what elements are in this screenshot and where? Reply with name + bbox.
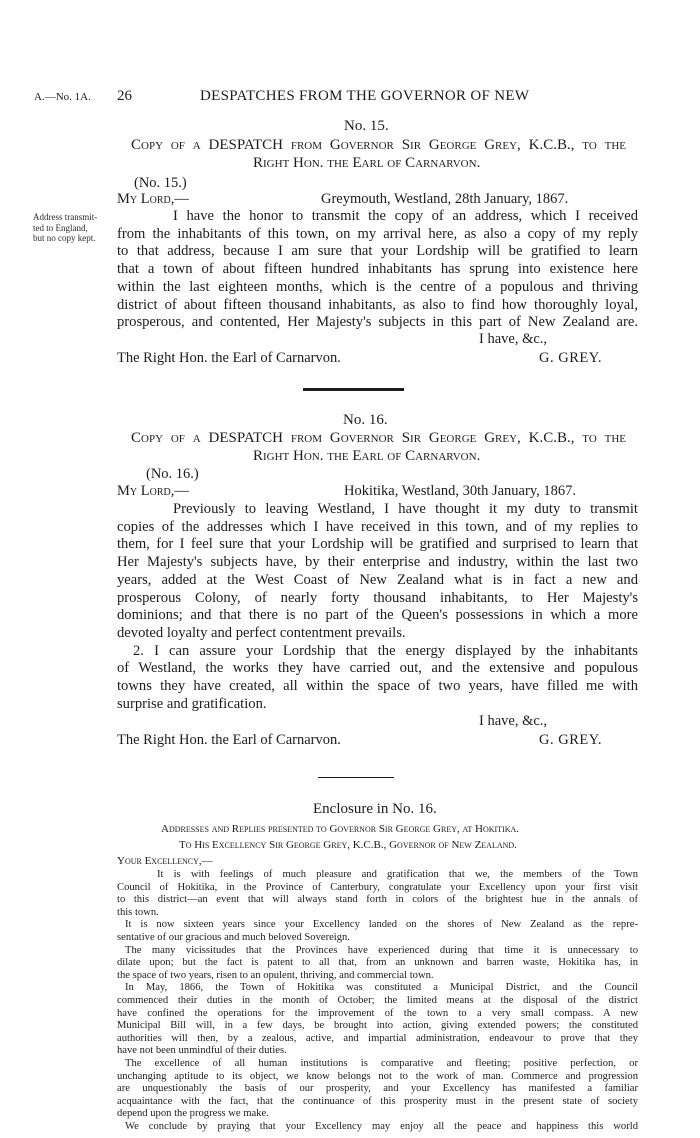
paragraph-line: I have the honor to transmit the copy of an address, which I received (173, 208, 638, 224)
despatch-16-recipient: Right Hon. the Earl of Carnarvon. (253, 448, 481, 464)
paragraph-line: dominions; and that there is no part of the Queen's possessions in which a more (117, 607, 638, 624)
paragraph-line: unchanging aptitude to its object, we know belongs not to the work of man. Commerce and progression (117, 1070, 638, 1082)
paragraph-line: within the last eighteen months, which is the centre of a populous and thriving (117, 278, 638, 295)
paragraph-line: district of about fifteen thousand inhabitants, as also to find how thoroughly loyal, (117, 296, 638, 313)
paragraph-line: to this district—an event that will always stand forth in colors of the brightest hue in the annals of (117, 894, 638, 906)
running-title: DESPATCHES FROM THE GOVERNOR OF NEW (200, 88, 530, 104)
paragraph-line: surprise and gratification. (117, 695, 267, 712)
despatch-15-body (117, 208, 638, 332)
despatch-16-addressee: The Right Hon. the Earl of Carnarvon. (117, 732, 341, 748)
paragraph-line: years, added at the West Coast of New Zealand what is in fact a new and (117, 571, 638, 588)
paragraph-line: that a town of about fifteen hundred inhabitants has sprung into existence here (117, 261, 638, 278)
paragraph-line: have confined the operations for the improvement of the town to a very small compass. A new (117, 1007, 638, 1019)
paragraph-line: prosperous, and contented, Her Majesty's subjects in this part of New Zealand are. (117, 314, 638, 331)
paragraph-line: towns they have created, all within the space of two years, have filled me with (117, 678, 638, 695)
despatch-16-signature: G. GREY. (539, 732, 602, 748)
despatch-16-salutation: My Lord,— (117, 483, 189, 499)
paragraph-line: The many vicissitudes that the Provinces have experienced during that time it is unnecessary to (125, 944, 638, 956)
paragraph-line: authorities will then, by a zealous, active, and impartial administration, endeavour to prove that they (117, 1032, 638, 1044)
paragraph-line: sentative of our gracious and much beloved Sovereign. (117, 931, 350, 943)
paragraph-line: them, for I feel sure that your Lordship will be gratified and surprised to learn that (117, 536, 638, 553)
enclosure-address-line: To His Excellency Sir George Grey, K.C.B., Governor of New Zealand. (179, 839, 517, 851)
page-number: 26 (117, 88, 132, 104)
paragraph-line: of Westland, the works they have carried out, and the extensive and populous (117, 660, 638, 677)
despatch-15-addressee: The Right Hon. the Earl of Carnarvon. (117, 350, 341, 366)
paragraph-line: prosperous Colony, of nearly forty thousand inhabitants, to Her Majesty's (117, 589, 638, 606)
despatch-15-place-date: Greymouth, Westland, 28th January, 1867. (321, 191, 569, 207)
despatch-16-place-date: Hokitika, Westland, 30th January, 1867. (344, 483, 577, 499)
paragraph-line: In May, 1866, the Town of Hokitika was constituted a Municipal District, and the Council (125, 982, 638, 994)
paragraph-line: from the inhabitants of this town, on my arrival here, as also a copy of my reply (117, 225, 638, 242)
despatch-16-copy-line: Copy of a DESPATCH from Governor Sir George Grey, K.C.B., to the (131, 430, 626, 446)
paragraph-line: commenced their duties in the month of October; the limited means at the disposal of the district (117, 994, 638, 1006)
despatch-15-closing: I have, &c., (479, 331, 548, 347)
despatch-15-no: (No. 15.) (134, 175, 187, 191)
enclosure-subtitle: Addresses and Replies presented to Governor Sir George Grey, at Hokitika. (161, 823, 520, 835)
enclosure-body (117, 869, 638, 1133)
section-divider (303, 388, 404, 391)
margin-note-line: ted to England, (33, 222, 88, 233)
paragraph-line: to that address, because I am sure that your Lordship will be gratified to learn (117, 243, 638, 260)
enclosure-salutation: Your Excellency,— (117, 855, 213, 867)
despatch-15-recipient: Right Hon. the Earl of Carnarvon. (253, 155, 481, 171)
paragraph-line: this town. (117, 906, 159, 918)
paragraph-line: are unquestionably the basis of our prosperity, and your Excellency has manifested a familiar (117, 1083, 638, 1095)
paragraph-line: Her Majesty's subjects have, by their enterprise and industry, within the last two (117, 554, 638, 571)
despatch-16-number: No. 16. (343, 412, 388, 428)
paragraph-line: Previously to leaving Westland, I have thought it my duty to transmit (173, 501, 638, 517)
despatch-15-margin-note (33, 212, 97, 244)
paragraph-line: 2. I can assure your Lordship that the energy displayed by the inhabitants (133, 642, 638, 659)
paragraph-line: The excellence of all human institutions is comparative and fleeting; positive perfection, or (125, 1057, 638, 1069)
despatch-16-no: (No. 16.) (146, 466, 199, 482)
paragraph-line: It is now sixteen years since your Excellency landed on the shores of New Zealand as the repre- (125, 919, 638, 931)
paragraph-line: Municipal Bill will, in a few days, be brought into action, giving extended powers; the constituted (117, 1020, 638, 1032)
paragraph-line: copies of the addresses which I have received in this town, and of my replies to (117, 518, 638, 535)
despatch-15-number: No. 15. (344, 118, 389, 134)
enclosure-title: Enclosure in No. 16. (313, 801, 437, 817)
margin-note-line: Address transmit- (33, 212, 98, 222)
paragraph-line: We conclude by praying that your Excellency may enjoy all the peace and happiness this world (125, 1120, 638, 1132)
despatch-15-signature: G. GREY. (539, 350, 602, 366)
section-divider (318, 777, 394, 778)
paragraph-line: depend upon the progress we make. (117, 1108, 269, 1120)
page-reference: A.—No. 1A. (34, 91, 91, 103)
paragraph-line: Council of Hokitika, in the Province of Canterbury, congratulate your Excellency upon your first visit (117, 881, 638, 893)
paragraph-line: It is with feelings of much pleasure and gratification that we, the members of the Town (157, 869, 638, 880)
paragraph-line: the space of two years, risen to an opulent, thriving, and commercial town. (117, 969, 434, 981)
despatch-15-salutation: My Lord,— (117, 191, 189, 207)
despatch-15-copy-line: Copy of a DESPATCH from Governor Sir George Grey, K.C.B., to the (131, 137, 626, 153)
paragraph-line: have not been unmindful of their duties. (117, 1045, 287, 1057)
despatch-16-closing: I have, &c., (479, 713, 548, 729)
paragraph-line: acquaintance with the fact, that the continuance of this prosperity must in the present state of society (117, 1095, 638, 1107)
paragraph-line: dilate upon; but the fact is patent to all that, from an unknown and barren waste, Hokitika has, in (117, 957, 638, 969)
despatch-16-body (117, 501, 638, 713)
margin-note-line: but no copy kept. (33, 233, 96, 243)
paragraph-line: devoted loyalty and perfect contentment prevails. (117, 624, 406, 641)
